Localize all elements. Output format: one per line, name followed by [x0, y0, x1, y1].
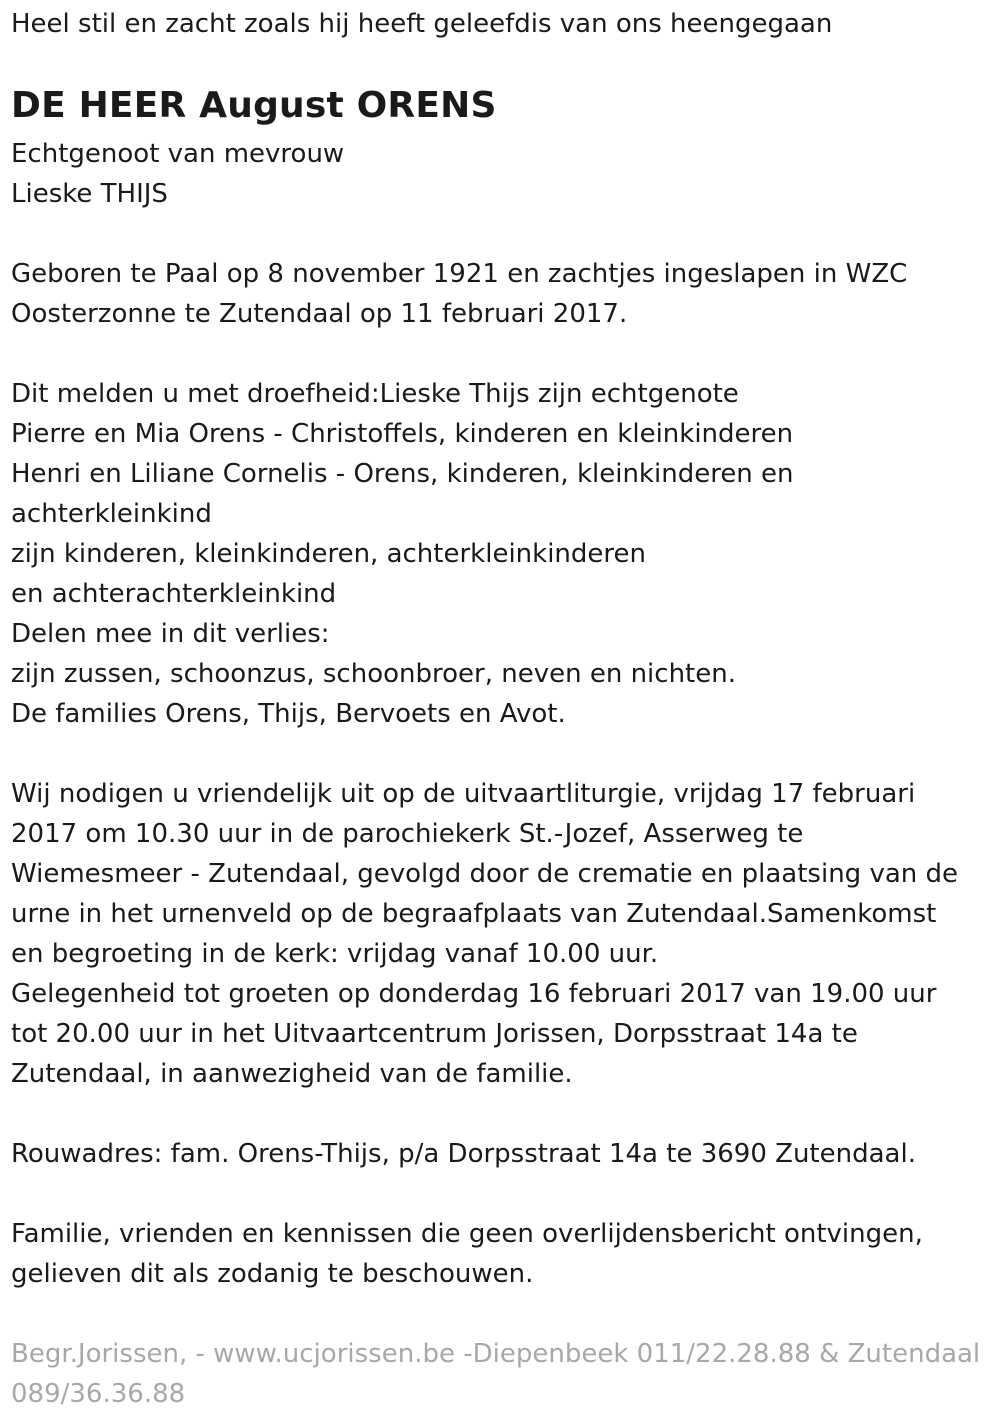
notice-line: Familie, vrienden en kennissen die geen overlijdensbericht ontvingen, — [11, 1219, 923, 1249]
family-block — [11, 374, 794, 734]
notice-line: gelieven dit als zodanig te beschouwen. — [11, 1259, 534, 1289]
notice-block — [11, 1214, 923, 1294]
family-line: zijn zussen, schoonzus, schoonbroer, neven en nichten. — [11, 659, 736, 689]
family-line: Pierre en Mia Orens - Christoffels, kinderen en kleinkinderen — [11, 419, 794, 449]
service-line: en begroeting in de kerk: vrijdag vanaf 10.00 uur. — [11, 939, 659, 969]
spouse-line: Lieske THIJS — [11, 179, 168, 209]
spouse-line: Echtgenoot van mevrouw — [11, 139, 345, 169]
birth-death-block — [11, 254, 907, 334]
service-line: tot 20.00 uur in het Uitvaartcentrum Jorissen, Dorpsstraat 14a te — [11, 1019, 858, 1049]
service-line: Wiemesmeer - Zutendaal, gevolgd door de crematie en plaatsing van de — [11, 859, 959, 889]
service-block — [11, 774, 958, 1094]
family-line: achterkleinkind — [11, 499, 212, 529]
service-line: Zutendaal, in aanwezigheid van de familie. — [11, 1059, 573, 1089]
service-line: Gelegenheid tot groeten op donderdag 16 februari 2017 van 19.00 uur — [11, 979, 937, 1009]
family-line: Dit melden u met droefheid:Lieske Thijs zijn echtgenote — [11, 379, 739, 409]
spouse-block — [11, 134, 344, 214]
service-line: Wij nodigen u vriendelijk uit op de uitvaartliturgie, vrijdag 17 februari — [11, 779, 916, 809]
service-line: 2017 om 10.30 uur in de parochiekerk St.-Jozef, Asserweg te — [11, 819, 804, 849]
birth-death-line: Oosterzonne te Zutendaal op 11 februari 2017. — [11, 299, 628, 329]
mourning-address-block — [11, 1134, 916, 1174]
mourning-address-line: Rouwadres: fam. Orens-Thijs, p/a Dorpsstraat 14a te 3690 Zutendaal. — [11, 1139, 916, 1169]
family-line: Delen mee in dit verlies: — [11, 619, 330, 649]
family-line: zijn kinderen, kleinkinderen, achterkleinkinderen — [11, 539, 646, 569]
birth-death-line: Geboren te Paal op 8 november 1921 en zachtjes ingeslapen in WZC — [11, 259, 908, 289]
intro-line: Heel stil en zacht zoals hij heeft geleefdis van ons heengegaan — [11, 9, 833, 39]
family-line: De families Orens, Thijs, Bervoets en Avot. — [11, 699, 566, 729]
family-line: Henri en Liliane Cornelis - Orens, kinderen, kleinkinderen en — [11, 459, 794, 489]
family-line: en achterachterkleinkind — [11, 579, 337, 609]
footer-line: Begr.Jorissen, - www.ucjorissen.be -Diepenbeek 011/22.28.88 & Zutendaal — [11, 1339, 981, 1369]
footer-line: 089/36.36.88 — [11, 1379, 186, 1409]
funeral-home-footer — [11, 1334, 980, 1414]
service-line: urne in het urnenveld op de begraafplaats van Zutendaal.Samenkomst — [11, 899, 937, 929]
deceased-name: DE HEER August ORENS — [11, 85, 497, 126]
